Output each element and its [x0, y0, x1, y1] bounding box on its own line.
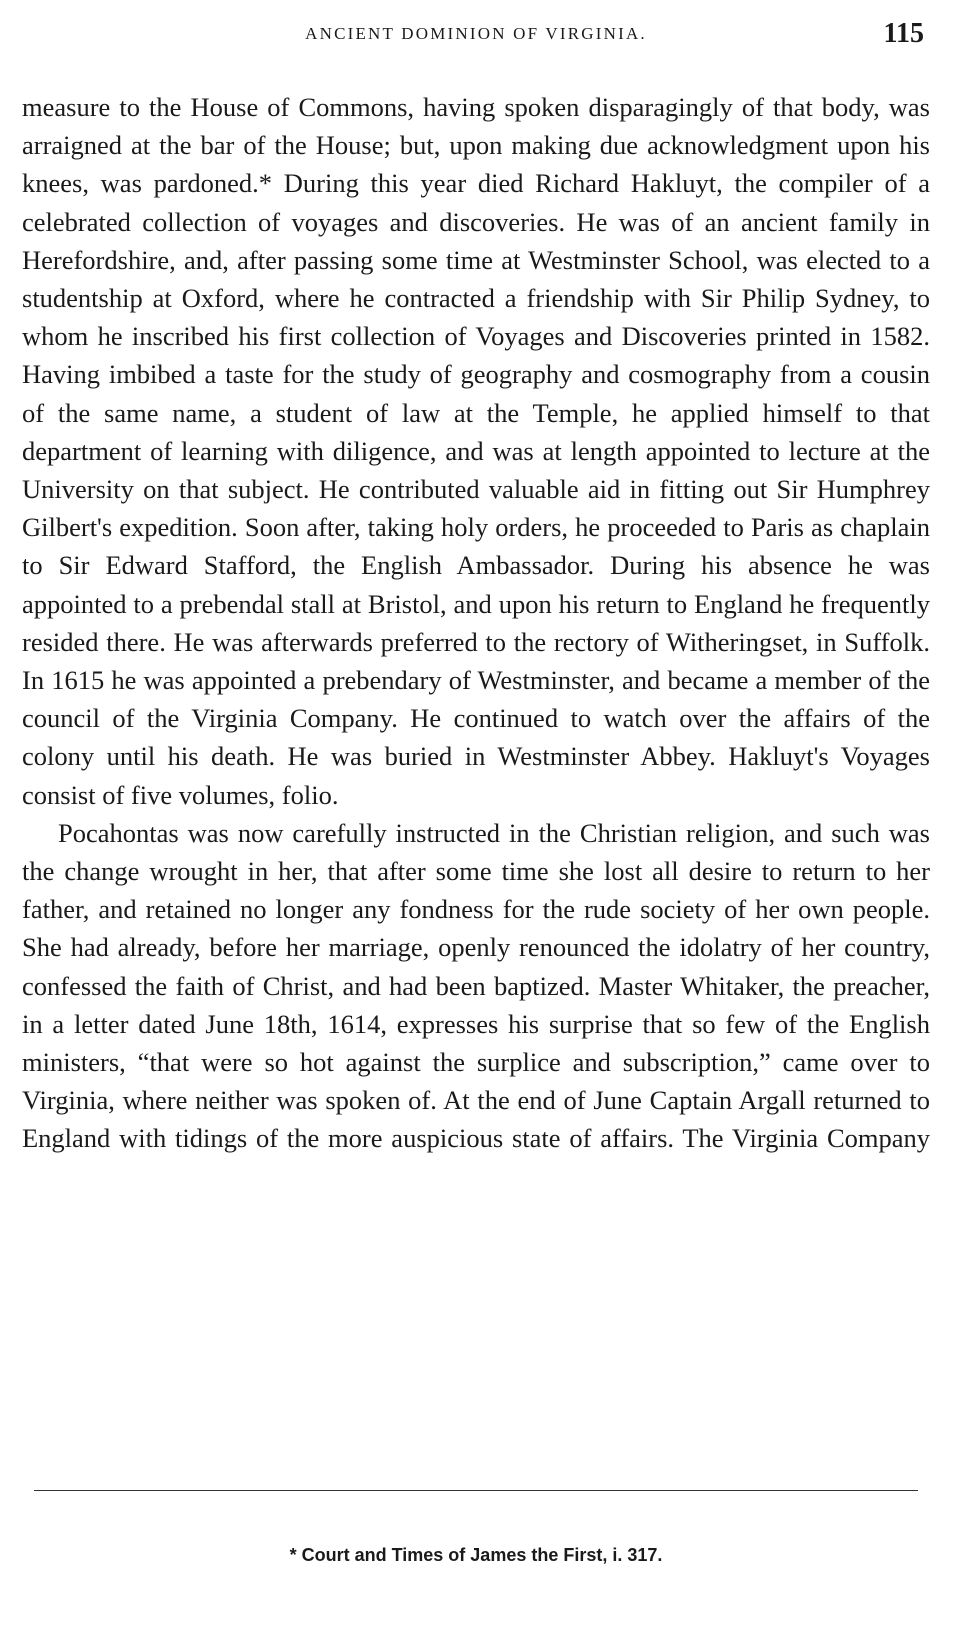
paragraph-pocahontas: Pocahontas was now carefully instructed in the Christian religion, and such was the change wrought in her, that after some time she lost all desire to return to her father, and retained no longer any fondness for the rude society of her own people. She had already, before her marriage, openly renounced the idolatry of her country, confessed the faith of Christ, and had been baptized. Master Whitaker, the preacher, in a letter dated June 18th, 1614, expresses his surprise that so few of the English ministers, “that were so hot against the surplice and subscription,” came over to Virginia, where neither was spoken of. At the end of June Captain Argall returned to England with tidings of the more auspicious state of affairs. The Virginia Company [22, 817, 930, 1154]
body-text [22, 88, 930, 1158]
running-head: ANCIENT DOMINION OF VIRGINIA. [305, 24, 647, 43]
footnote-divider [34, 1490, 918, 1491]
page-number: 115 [883, 18, 924, 49]
page-header [22, 18, 930, 54]
paragraph-hakluyt: measure to the House of Commons, having spoken disparagingly of that body, was arraigned at the bar of the House; but, upon making due acknowledgment upon his knees, was pardoned.* During this year died Richard Hakluyt, the compiler of a celebrated collection of voyages and discoveries. He was of an ancient family in Herefordshire, and, after passing some time at Westminster School, was elected to a studentship at Oxford, where he contracted a friendship with Sir Philip Sydney, to whom he inscribed his first collection of Voyages and Discoveries printed in 1582. Having imbibed a taste for the study of geography and cosmography from a cousin of the same name, a student of law at the Temple, he applied himself to that department of learning with diligence, and was at length appointed to lecture at the University on that subject. He contributed valuable aid in fitting out Sir Humphrey Gilbert's expedition. Soon after, taking holy orders, he proceeded to Paris as chaplain to Sir Edward Stafford, the English Ambassador. During his absence he was appointed to a prebendal stall at Bristol, and upon his return to England he frequently resided there. He was afterwards preferred to the rectory of Witheringset, in Suffolk. In 1615 he was appointed a prebendary of Westminster, and became a member of the council of the Virginia Company. He continued to watch over the affairs of the colony until his death. He was buried in Westminster Abbey. Hakluyt's Voyages consist of five volumes, folio. [22, 92, 930, 810]
footnote: * Court and Times of James the First, i. 317. [289, 1545, 663, 1565]
